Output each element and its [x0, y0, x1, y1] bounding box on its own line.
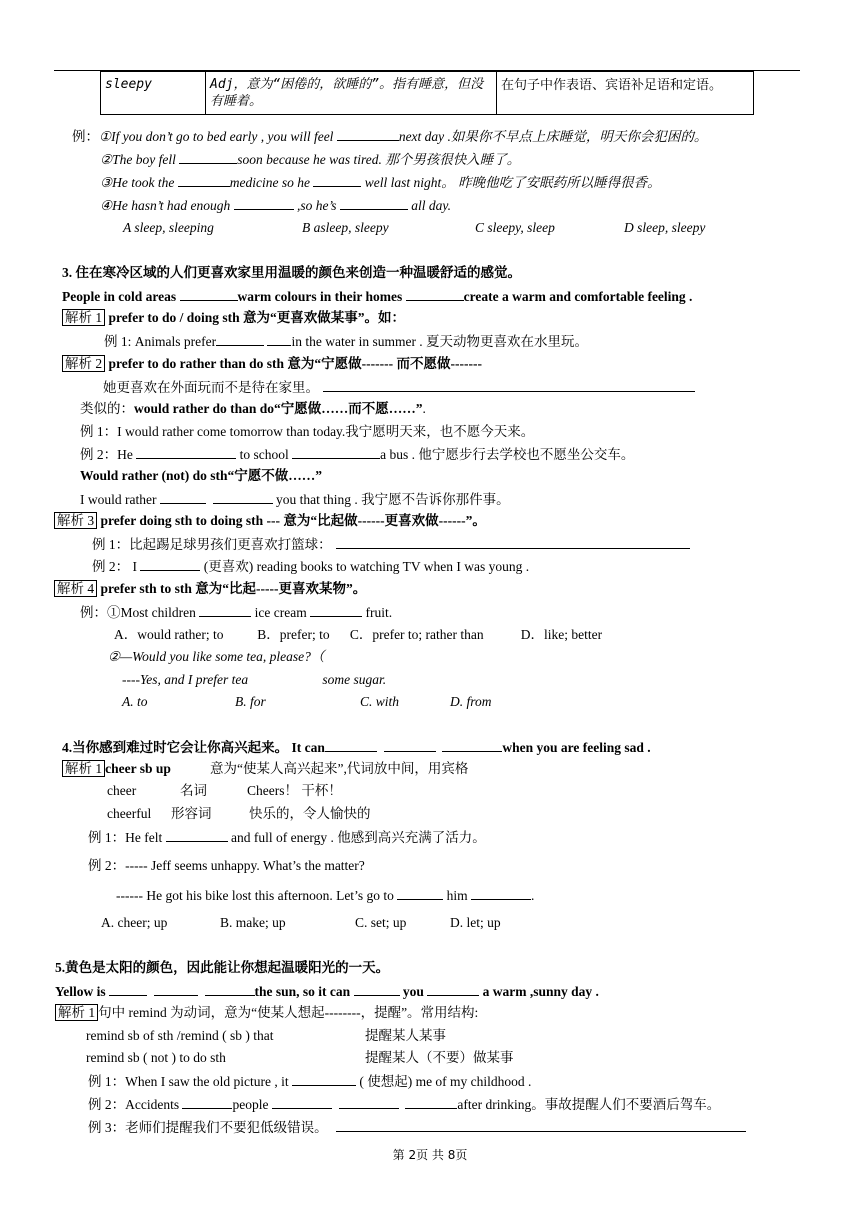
- text: ice cream: [251, 605, 311, 620]
- text: 4.当你感到难过时它会让你高兴起来。 It can: [62, 740, 325, 755]
- blank[interactable]: [199, 604, 251, 617]
- s5-english: [55, 983, 599, 1000]
- s3-heading: 3. 住在寒冷区域的人们更喜欢家里用温暖的颜色来创造一种温暖舒适的感觉。: [62, 265, 521, 280]
- s4-example-2-reply: [116, 887, 534, 904]
- s3-q2-option-a[interactable]: A. to: [122, 694, 148, 709]
- text: warm colours in their homes: [237, 289, 406, 304]
- text: in the water in summer . 夏天动物更喜欢在水里玩。: [291, 334, 589, 349]
- s5-heading: 5.黄色是太阳的颜色，因此能让你想起温暖阳光的一天。: [55, 960, 390, 975]
- s3-would-rather-example-2: [80, 446, 634, 463]
- text: (更喜欢) reading books to watching TV when I was young .: [200, 559, 530, 574]
- text: ④He hasn’t had enough: [100, 198, 234, 213]
- blank[interactable]: [354, 983, 400, 996]
- blank[interactable]: [140, 558, 200, 571]
- blank[interactable]: [234, 197, 294, 210]
- text: ①If you don’t go to bed early , you will feel: [99, 129, 337, 144]
- text: 类似的：: [80, 401, 134, 416]
- blank[interactable]: [182, 1096, 232, 1109]
- answer-line[interactable]: [336, 1119, 746, 1132]
- blank[interactable]: [179, 151, 237, 164]
- text: the sun, so it can: [254, 984, 354, 999]
- text: prefer doing sth to doing sth --- 意为“比起做------更喜欢做------”。: [97, 513, 486, 528]
- blank[interactable]: [292, 446, 380, 459]
- text: when you are feeling sad .: [502, 740, 651, 755]
- s3-analysis-3-example-2: [92, 558, 529, 575]
- text: and full of energy . 他感到高兴充满了活力。: [227, 830, 486, 845]
- text: .: [530, 888, 535, 903]
- s4-cheerful-meaning: 快乐的，令人愉快的: [249, 806, 371, 821]
- text: 例 1：When I saw the old picture , it: [88, 1074, 292, 1089]
- s5-structure-2-meaning: 提醒某人（不要）做某事: [365, 1050, 514, 1065]
- table-word: sleepy: [101, 72, 206, 115]
- table-usage: 在句子中作表语、宾语补足语和定语。: [497, 72, 754, 115]
- text: ③He took the: [100, 175, 178, 190]
- text: well last night。 昨晚他吃了安眠药所以睡得很香。: [361, 175, 661, 190]
- text: 她更喜欢在外面玩而不是待在家里。: [103, 380, 319, 395]
- text: 例 1：He felt: [88, 830, 166, 845]
- text: ②The boy fell: [100, 152, 180, 167]
- s4-example-2: 例 2：----- Jeff seems unhappy. What’s the matter?: [88, 858, 365, 873]
- blank[interactable]: [339, 1096, 399, 1109]
- analysis-label: 解析 1: [55, 1004, 98, 1021]
- s3-english: [62, 288, 692, 305]
- s3-analysis-3-example-1: [92, 536, 690, 553]
- s4-option-a[interactable]: A. cheer; up: [101, 915, 168, 930]
- s4-analysis-1-desc: 意为“使某人高兴起来”,代词放中间，用宾格: [210, 761, 469, 776]
- blank[interactable]: [427, 983, 479, 996]
- blank[interactable]: [109, 983, 147, 996]
- s3-q2-option-b[interactable]: B. for: [235, 694, 266, 709]
- analysis-label: 解析 3: [54, 512, 97, 529]
- blank[interactable]: [471, 887, 531, 900]
- s3-would-rather-not: Would rather (not) do sth“宁愿不做……”: [80, 468, 323, 483]
- blank[interactable]: [154, 983, 198, 996]
- s3-analysis-3: [54, 513, 486, 529]
- answer-line[interactable]: [336, 536, 690, 549]
- s2-example-4: [100, 197, 451, 214]
- blank[interactable]: [180, 288, 238, 301]
- blank[interactable]: [340, 197, 408, 210]
- blank[interactable]: [310, 604, 362, 617]
- s2-option-a[interactable]: A sleep, sleeping: [123, 220, 214, 235]
- text: soon because he was tired. 那个男孩很快入睡了。: [237, 152, 521, 167]
- blank[interactable]: [405, 1096, 457, 1109]
- blank[interactable]: [442, 739, 502, 752]
- table-row: [101, 72, 754, 115]
- s5-structure-1-meaning: 提醒某人某事: [365, 1028, 446, 1043]
- text: you that thing . 我宁愿不告诉你那件事。: [272, 492, 510, 507]
- text: to school: [236, 447, 293, 462]
- blank[interactable]: [213, 491, 273, 504]
- s4-option-c[interactable]: C. set; up: [355, 915, 407, 930]
- s3-analysis-4-example: [80, 604, 392, 621]
- text: after drinking。事故提醒人们不要酒后驾车。: [457, 1097, 721, 1112]
- text: all day.: [407, 198, 451, 213]
- s3-analysis-4: [54, 581, 366, 597]
- s4-cheer: cheer: [107, 783, 137, 798]
- s5-structure-1: remind sb of sth /remind ( sb ) that: [86, 1028, 274, 1043]
- s5-analysis-1: [55, 1005, 478, 1021]
- analysis-label: 解析 1: [62, 760, 105, 777]
- text: create a warm and comfortable feeling .: [463, 289, 693, 304]
- text: I would rather: [80, 492, 160, 507]
- s3-q2-option-d[interactable]: D. from: [450, 694, 492, 709]
- text: People in cold areas: [62, 289, 180, 304]
- text: ( 使想起) me of my childhood .: [355, 1074, 532, 1089]
- text: 例 1: Animals prefer: [104, 334, 217, 349]
- text: him: [443, 888, 471, 903]
- s3-q2-option-c[interactable]: C. with: [360, 694, 400, 709]
- text: 例 2：He: [80, 447, 137, 462]
- s4-option-b[interactable]: B. make; up: [220, 915, 286, 930]
- s2-example-2: [100, 151, 520, 168]
- s4-cheerful-pos: 形容词: [171, 806, 212, 821]
- s3-would-rather-not-example: [80, 491, 510, 508]
- blank[interactable]: [325, 739, 377, 752]
- s3-analysis-1: [62, 310, 405, 326]
- s3-analysis-2-example: [103, 379, 695, 396]
- s2-example-3: [100, 174, 661, 191]
- blank[interactable]: [160, 491, 206, 504]
- s2-option-d[interactable]: D sleep, sleepy: [624, 220, 706, 235]
- s2-option-c[interactable]: C sleepy, sleep: [475, 220, 555, 235]
- text: prefer to do rather than do sth 意为“宁愿做------- 而不愿做-------: [105, 356, 482, 371]
- text: prefer to do / doing sth 意为“更喜欢做某事”。如：: [105, 310, 406, 325]
- example-label: 例：: [72, 129, 99, 144]
- blank[interactable]: [178, 174, 230, 187]
- text: cheer sb up: [105, 761, 171, 776]
- text: ,so he’s: [293, 198, 340, 213]
- text: medicine so he: [229, 175, 314, 190]
- vocab-table: [100, 71, 754, 115]
- blank[interactable]: [406, 288, 464, 301]
- s3-similar: [80, 401, 426, 417]
- text: a bus . 他宁愿步行去学校也不愿坐公交车。: [380, 447, 635, 462]
- text: next day .如果你不早点上床睡觉，明天你会犯困的。: [398, 129, 708, 144]
- text: ------ He got his bike lost this afternoon. Let’s go to: [116, 888, 398, 903]
- s4-analysis-1: [62, 761, 171, 777]
- text: 例 2： I: [92, 559, 141, 574]
- analysis-label: 解析 2: [62, 355, 105, 372]
- s5-structure-2: remind sb ( not ) to do sth: [86, 1050, 226, 1065]
- answer-line[interactable]: [323, 379, 695, 392]
- text: you: [399, 984, 428, 999]
- text: 句中 remind 为动词，意为“使某人想起--------，提醒”。常用结构:: [98, 1005, 479, 1020]
- s4-heading: [62, 739, 651, 756]
- page-footer: 第 2页 共 8页: [392, 1148, 468, 1162]
- s4-cheer-example: Cheers！ 干杯！: [247, 783, 342, 798]
- blank[interactable]: [166, 829, 228, 842]
- blank[interactable]: [216, 333, 264, 346]
- s4-cheer-pos: 名词: [180, 783, 207, 798]
- blank[interactable]: [205, 983, 255, 996]
- s3-question-1-options[interactable]: A．would rather; to B．prefer; to C．prefer to; rather than D．like; better: [114, 627, 603, 642]
- text: prefer sth to sth 意为“比起-----更喜欢某物”。: [97, 581, 367, 596]
- blank[interactable]: [313, 174, 361, 187]
- blank[interactable]: [337, 128, 399, 141]
- s3-analysis-1-example: [104, 333, 588, 350]
- table-meaning: Adj，意为“困倦的，欲睡的”。指有睡意，但没有睡着。: [206, 72, 497, 115]
- s5-example-1: [88, 1073, 531, 1090]
- blank[interactable]: [136, 446, 236, 459]
- blank[interactable]: [397, 887, 443, 900]
- s5-example-2: [88, 1096, 720, 1113]
- blank[interactable]: [292, 1073, 356, 1086]
- analysis-label: 解析 4: [54, 580, 97, 597]
- text: Yellow is: [55, 984, 109, 999]
- s3-would-rather-example-1: 例 1：I would rather come tomorrow than today.我宁愿明天来，也不愿今天来。: [80, 424, 535, 439]
- text: a warm ,sunny day .: [479, 984, 599, 999]
- blank[interactable]: [272, 1096, 332, 1109]
- s5-example-3: [88, 1119, 746, 1136]
- text: 例 1：比起踢足球男孩们更喜欢打篮球：: [92, 537, 332, 552]
- s2-option-b[interactable]: B asleep, sleepy: [302, 220, 389, 235]
- text: people: [232, 1097, 272, 1112]
- blank[interactable]: [384, 739, 436, 752]
- s2-example-1: [72, 128, 707, 145]
- text: 例 2：Accidents: [88, 1097, 183, 1112]
- text: 例：①Most children: [80, 605, 200, 620]
- text: would rather do than do“宁愿做……而不愿……”: [134, 401, 423, 416]
- s4-option-d[interactable]: D. let; up: [450, 915, 501, 930]
- blank[interactable]: [267, 333, 291, 346]
- text: .: [422, 401, 426, 416]
- s3-question-2-answer: ----Yes, and I prefer tea some sugar.: [122, 672, 387, 687]
- s4-cheerful: cheerful: [107, 806, 152, 821]
- text: 例 3：老师们提醒我们不要犯低级错误。: [88, 1120, 328, 1135]
- s4-example-1: [88, 829, 486, 846]
- s3-analysis-2: [62, 356, 482, 372]
- text: fruit.: [362, 605, 393, 620]
- s3-question-2: ②—Would you like some tea, please?（: [108, 649, 325, 664]
- analysis-label: 解析 1: [62, 309, 105, 326]
